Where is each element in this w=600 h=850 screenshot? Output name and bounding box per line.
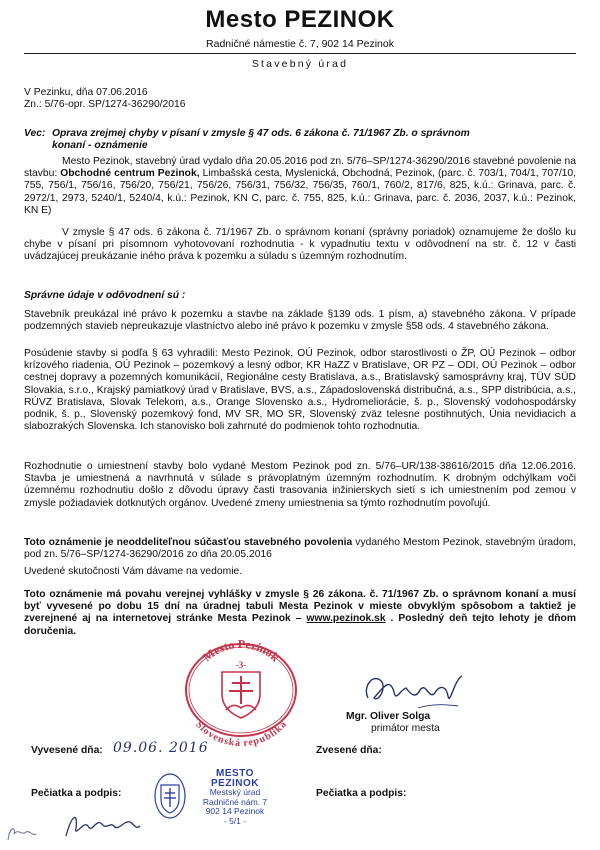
margin-initials — [4, 822, 38, 844]
mayor-signature — [360, 668, 470, 712]
posted-date-label: Vyvesené dňa: — [31, 745, 103, 756]
stamp-line-3: Radničné nám. 7 — [202, 796, 268, 807]
p1-text-c: Limbašská cesta, Myslenická, Obchodná, Pezinok, (parc. č. 703/1, 704/1, 707/10, 755, 756/1, 756/16, 756/20, 756/21, 756/26, 756/31, 756/32, 756/35, 760/1, 760/2, 817/6, 825, k.ú.: Grinava, parc. č. 2972/1, 2973, 5240/1, 5240/4, k.ú.: Pezinok, KN C, parc. č. 755, 825, k.ú.: Grinava, parc. č. 2036, 2037, k.ú.: Pezinok, KN E) — [24, 168, 576, 216]
office-stamp — [153, 769, 279, 825]
p1-text-a: Mesto Pezinok, stavebný úrad vydalo dňa 20.05.2016 pod zn. 5/76–SP/1274-36290/2016 stavebné povolenie na stavbu: — [24, 156, 576, 180]
p6-bold: Toto oznámenie je neoddeliteľnou súčasťou stavebného povolenia — [24, 537, 353, 548]
seal-number: -3- — [235, 660, 247, 670]
subject-block — [24, 128, 584, 152]
paragraph-for-information: Uvedené skutočnosti Vám dávame na vedomie. — [24, 566, 243, 577]
stamp-signature-label-left: Pečiatka a podpis: — [31, 788, 122, 799]
paragraph-public-notice — [24, 589, 576, 638]
paragraph-assessment: Posúdenie stavby si podľa § 63 vyhradili: Mesto Pezinok, OÚ Pezinok, odbor starostlivosti o ŽP, OÚ Pezinok – odbor krízového riadenia, OÚ Pezinok – pozemkový a lesný odbor, KR HaZZ v Bratislave, OR PZ – ODI, OÚ Pezinok – odbor cestnej dopravy a pozemných komunikácií, Regionálne cesty Bratislava, a.s., Bratislavský samosprávny kraj, TÜV SÜD Slovakia, s.r.o., Krajský pamiatkový úrad v Bratislave, BVS, a.s., Západoslovenská distribučná, a.s., SPP distribúcia, a.s., RÚVZ Bratislava, Slovak Telekom, a.s., Orange Slovensko a.s., Hydromeliorácie, š. p., Slovenský vodohospodársky podnik, š. p., Slovenský pozemkový fond, MV SR, MO SR, Slovenský zväz telesne postihnutých, Únia nevidiacich a slabozrakých Slovenska. Ich stanovisko boli zahrnuté do podmienok tohto rozhodnutia. — [24, 348, 576, 433]
seal-bottom-text: Slovenská republika — [193, 719, 289, 750]
header-divider — [24, 53, 576, 54]
mayor-role: primátor mesta — [371, 723, 440, 734]
paragraph-error-notice: V zmysle § 47 ods. 6 zákona č. 71/1967 Zb. o správnom konaní (správny poriadok) oznamujeme že došlo ku chybe v písaní pri písomnom vyhotovovaní rozhodnutia - k vypadnutiu textu v odôvodnení na str. č. 12 v časti uvádzajúcej preukázanie iného práva k pozemku a súladu s územným rozhodnutím. — [24, 227, 576, 263]
stamp-line-5: - 5/1 - — [223, 815, 247, 826]
reference-line: Zn.: 5/76-opr. SP/1274-36290/2016 — [24, 99, 186, 110]
seal-top-text: Mesto Pezinok — [200, 636, 283, 665]
p8-text-a: Toto oznámenie má povahu verejnej vyhlášky v zmysle § 26 zákona. č. 71/1967 Zb. o správnom konaní a musí byť vyvesené po dobu 15 dní na úradnej tabuli Mesta Pezinok v mieste obvyklým spôsobom a taktiež je zverejnené aj na internetovej stránke Mesta Pezinok – — [24, 589, 576, 625]
subject-line-2: konaní - oznámenie — [52, 140, 148, 152]
mayor-name: Mgr. Oliver Solga — [346, 711, 431, 722]
stamp-signature-label-right: Pečiatka a podpis: — [316, 788, 407, 799]
city-title: Mesto PEZINOK — [205, 6, 395, 33]
paragraph-inseparable — [24, 537, 576, 561]
office-name: Stavebný úrad — [251, 58, 349, 70]
correct-data-heading: Správne údaje v odôvodnení sú : — [24, 290, 186, 301]
city-seal-stamp — [182, 636, 300, 750]
stamp-emblem-icon — [153, 771, 187, 821]
coat-of-arms-icon — [222, 672, 260, 718]
p8-text-b: . Posledný deň tejto lehoty je dňom doručenia. — [24, 613, 576, 637]
paragraph-location-decision: Rozhodnutie o umiestnení stavby bolo vydané Mestom Pezinok pod zn. 5/76–UR/138-38616/2015 dňa 12.06.2016. Stavba je umiestnená a navrhnutá v súlade s právoplatným územným rozhodnutím. K drobným odchýlkam voči územnému rozhodnutiu došlo z dôvodu úpravy časti trasovania inžinierskych sietí s ich umiestnením pod zemou v zmysle požiadaviek dotknutých orgánov. Uvedené zmeny umiestnenia sa týmto rozhodnutím povoľujú. — [24, 461, 576, 509]
subject-line-1: Oprava zrejmej chyby v písaní v zmysle § 47 ods. 6 zákona č. 71/1967 Zb. o správnom — [52, 128, 470, 139]
paragraph-permit — [24, 156, 576, 217]
removed-date-label: Zvesené dňa: — [316, 745, 382, 756]
posted-date-value: 09.06. 2016 — [113, 740, 209, 756]
stamp-line-2: Mestský úrad — [209, 787, 261, 798]
p1-building-name: Obchodné centrum Pezinok, — [60, 168, 200, 180]
city-address: Radničné námestie č. 7, 902 14 Pezinok — [206, 38, 394, 50]
p6-text: vydaného Mestom Pezinok, stavebným úradom, pod zn. 5/76–SP/1274-36290/2016 zo dňa 20.05.2016 — [24, 537, 576, 561]
date-line: V Pezinku, dňa 07.06.2016 — [24, 87, 148, 98]
stamp-line-1: MESTO PEZINOK — [211, 768, 259, 789]
website-link[interactable]: www.pezinok.sk — [306, 613, 386, 625]
paragraph-other-right: Stavebník preukázal iné právo k pozemku a stavbe na základe §139 ods. 1 písm, a) stavebného zákona. V prípade podzemných stavieb nepreukazuje vlastníctvo alebo iné právo k pozemku v zmysle §58 ods. 4 stavebného zákona. — [24, 309, 576, 333]
clerk-signature — [62, 808, 142, 842]
subject-label: Vec: — [24, 128, 46, 139]
stamp-line-4: 902 14 Pezinok — [205, 806, 265, 817]
